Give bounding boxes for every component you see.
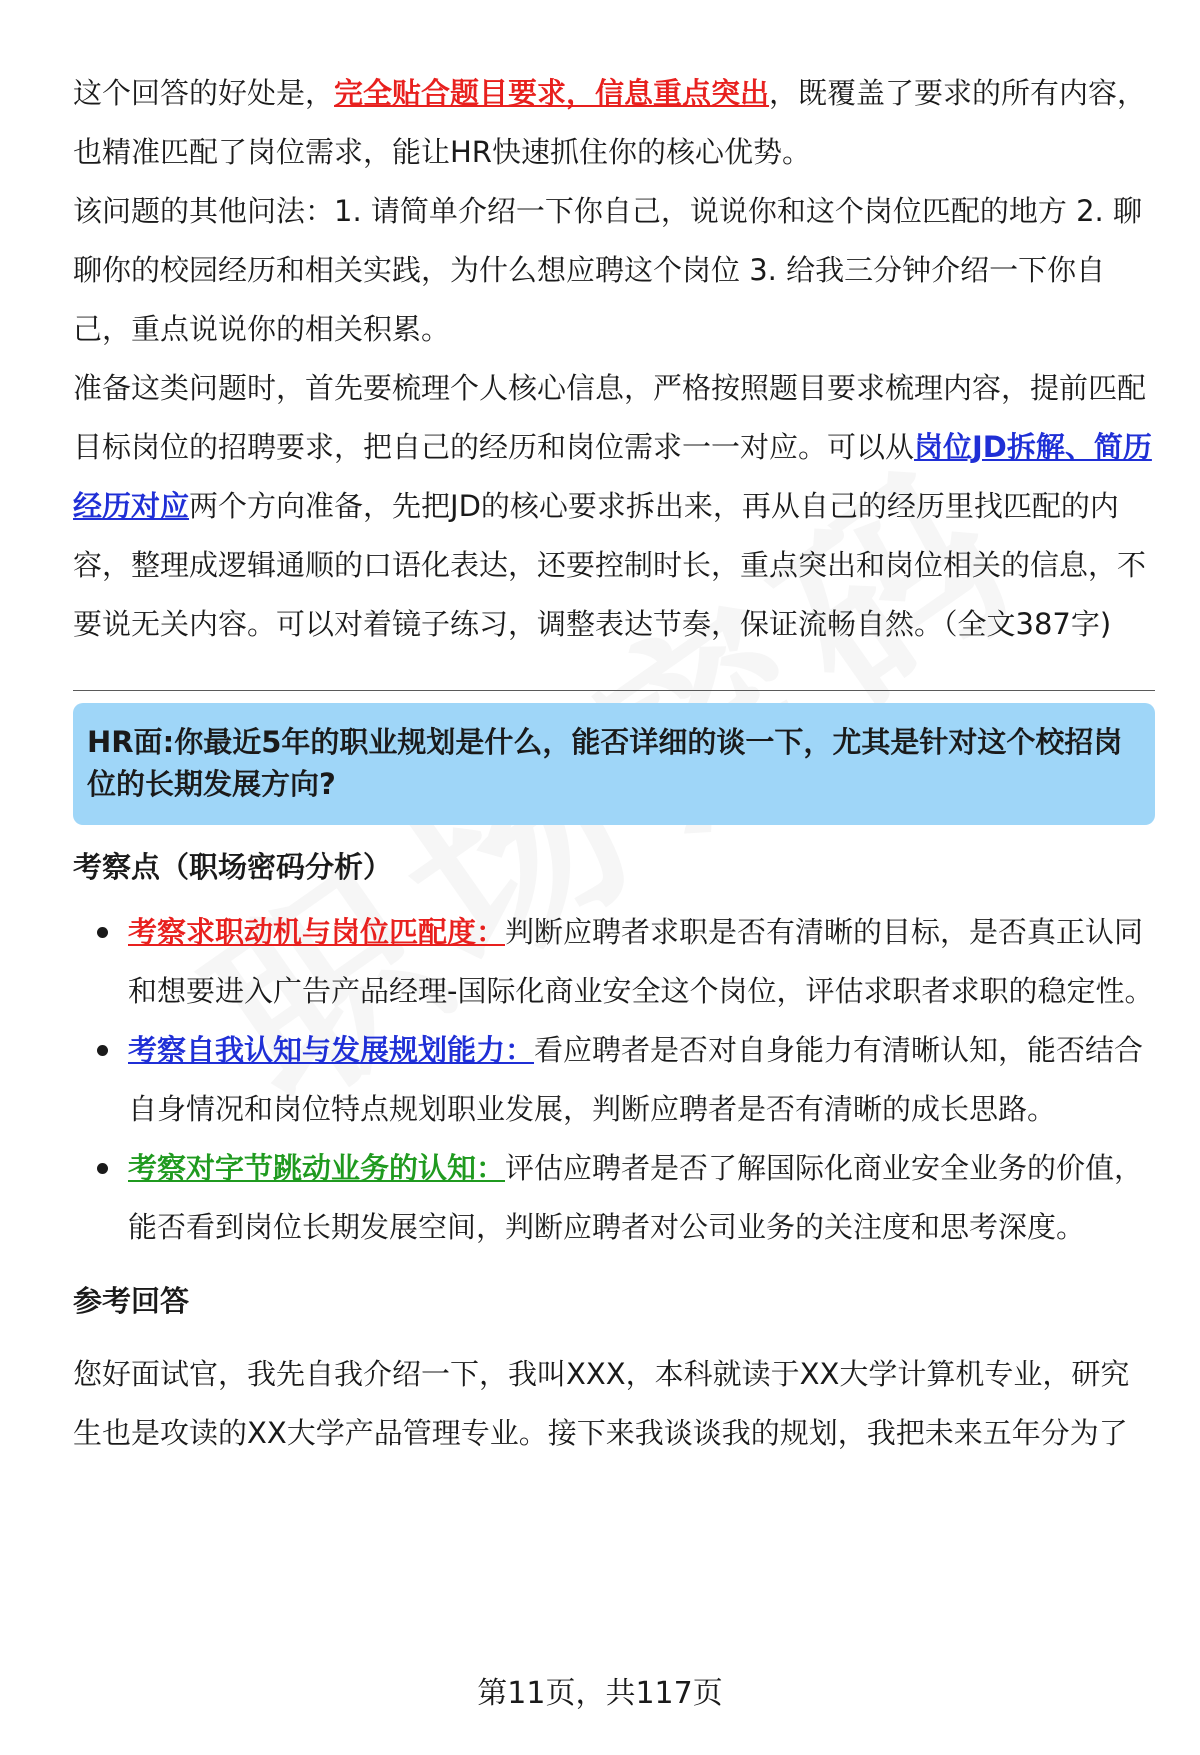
assessment-point-3: [73, 1139, 1155, 1257]
assessment-point-1: [73, 903, 1155, 1021]
para3-prefix: 准备这类问题时，首先要梳理个人核心信息，严格按照题目要求梳理内容，提前匹配目标岗位的招聘要求，把自己的经历和岗位需求一一对应。可以从: [73, 371, 1147, 464]
jd-resume-link[interactable]: 岗位JD拆解、简历经历对应: [73, 430, 1152, 523]
point-text: 看应聘者是否对自身能力有清晰认知，能否结合自身情况和岗位特点规划职业发展，判断应聘者是否有清晰的成长思路。: [128, 1033, 1144, 1126]
answer-title: 参考回答: [73, 1284, 190, 1318]
paragraph-alternative-questions: 该问题的其他问法：1. 请简单介绍一下你自己，说说你和这个岗位匹配的地方 2. 聊聊你的校园经历和相关实践，为什么想应聘这个岗位 3. 给我三分钟介绍一下你自己，重点说说你的相关积累。: [73, 194, 1142, 346]
section-divider: [73, 690, 1155, 691]
point-key: 考察求职动机与岗位匹配度：: [128, 915, 506, 949]
paragraph-answer-benefit: [73, 64, 1155, 182]
assessment-point-2: [73, 1021, 1155, 1139]
question-box: HR面:你最近5年的职业规划是什么，能否详细的谈一下，尤其是针对这个校招岗位的长期发展方向?: [73, 703, 1155, 825]
section-title: 考察点（职场密码分析）: [73, 850, 393, 884]
bullet-dot: [97, 927, 108, 938]
para1-prefix: 这个回答的好处是，: [73, 76, 335, 110]
page-content: [73, 64, 1155, 1463]
page-number: 第11页，共117页: [477, 1676, 723, 1711]
assessment-points: [73, 903, 1155, 1257]
paragraph-preparation-tips: [73, 359, 1155, 654]
point-key: 考察对字节跳动业务的认知：: [128, 1151, 506, 1185]
point-key: 考察自我认知与发展规划能力：: [128, 1033, 535, 1067]
para1-highlight: 完全贴合题目要求，信息重点突出: [334, 76, 770, 110]
bullet-dot: [97, 1045, 108, 1056]
point-text: 判断应聘者求职是否有清晰的目标，是否真正认同和想要进入广告产品经理-国际化商业安全这个岗位，评估求职者求职的稳定性。: [128, 915, 1154, 1008]
bullet-dot: [97, 1163, 108, 1174]
para3-suffix: 两个方向准备，先把JD的核心要求拆出来，再从自己的经历里找匹配的内容，整理成逻辑通顺的口语化表达，还要控制时长，重点突出和岗位相关的信息，不要说无关内容。可以对着镜子练习，调整表达节奏，保证流畅自然。（全文387字): [73, 489, 1147, 641]
point-text: 评估应聘者是否了解国际化商业安全业务的价值，能否看到岗位长期发展空间，判断应聘者对公司业务的关注度和思考深度。: [128, 1151, 1144, 1244]
para1-suffix: ，既覆盖了要求的所有内容，也精准匹配了岗位需求，能让HR快速抓住你的核心优势。: [73, 76, 1147, 169]
answer-text: 您好面试官，我先自我介绍一下，我叫XXX，本科就读于XX大学计算机专业，研究生也是攻读的XX大学产品管理专业。接下来我谈谈我的规划，我把未来五年分为了: [73, 1357, 1130, 1450]
